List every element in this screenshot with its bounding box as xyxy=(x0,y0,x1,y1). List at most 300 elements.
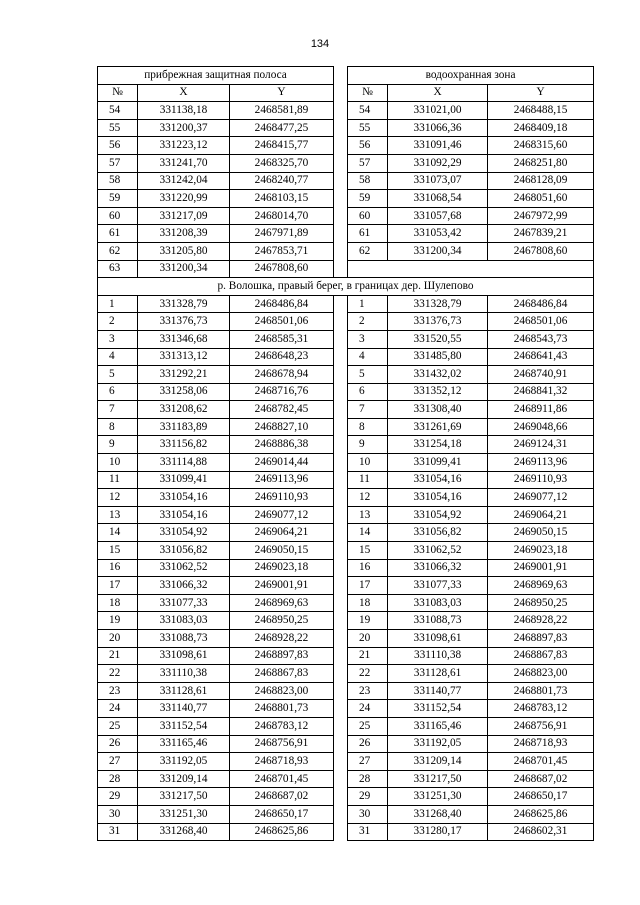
left-point-number: 20 xyxy=(98,630,138,648)
left-x-value: 331208,62 xyxy=(138,401,230,419)
table-row xyxy=(98,366,594,384)
right-x-value: 331328,79 xyxy=(388,295,488,313)
table-row xyxy=(98,524,594,542)
right-y-value: 2468251,80 xyxy=(488,154,594,172)
column-gap xyxy=(334,67,348,85)
section-title: р. Волошка, правый берег, в границах дер. Шулепово xyxy=(98,278,594,296)
left-x-value: 331328,79 xyxy=(138,295,230,313)
column-gap xyxy=(334,559,348,577)
right-y-value: 2468841,32 xyxy=(488,383,594,401)
right-y-value: 2468315,60 xyxy=(488,137,594,155)
right-x-value: 331068,54 xyxy=(388,190,488,208)
left-point-number: 4 xyxy=(98,348,138,366)
left-y-value: 2468782,45 xyxy=(230,401,334,419)
right-point-number: 56 xyxy=(348,137,388,155)
right-point-number: 54 xyxy=(348,102,388,120)
right-point-number: 5 xyxy=(348,366,388,384)
left-x-value: 331241,70 xyxy=(138,154,230,172)
column-gap xyxy=(334,154,348,172)
column-gap xyxy=(334,770,348,788)
left-x-value: 331062,52 xyxy=(138,559,230,577)
left-y-value: 2468477,25 xyxy=(230,119,334,137)
column-gap xyxy=(334,330,348,348)
right-point-number: 14 xyxy=(348,524,388,542)
left-x-value: 331258,06 xyxy=(138,383,230,401)
column-gap xyxy=(334,401,348,419)
left-y-value: 2467808,60 xyxy=(230,260,334,278)
right-x-value: 331077,33 xyxy=(388,577,488,595)
right-x-value: 331054,16 xyxy=(388,471,488,489)
left-point-number: 56 xyxy=(98,137,138,155)
column-gap xyxy=(334,418,348,436)
right-point-number: 4 xyxy=(348,348,388,366)
right-x-value: 331254,18 xyxy=(388,436,488,454)
right-point-number: 28 xyxy=(348,770,388,788)
left-y-value: 2468648,23 xyxy=(230,348,334,366)
right-x-header: X xyxy=(388,84,488,102)
right-x-value: 331066,32 xyxy=(388,559,488,577)
right-point-number: 15 xyxy=(348,542,388,560)
table-row xyxy=(98,190,594,208)
right-x-value: 331251,30 xyxy=(388,788,488,806)
column-gap xyxy=(334,647,348,665)
left-point-number: 57 xyxy=(98,154,138,172)
right-x-value: 331152,54 xyxy=(388,700,488,718)
left-point-number: 10 xyxy=(98,454,138,472)
column-gap xyxy=(334,172,348,190)
column-gap xyxy=(334,348,348,366)
left-x-value: 331217,09 xyxy=(138,207,230,225)
table-row xyxy=(98,630,594,648)
left-x-value: 331128,61 xyxy=(138,682,230,700)
table-row xyxy=(98,542,594,560)
coordinates-table xyxy=(97,66,594,841)
left-y-value: 2468928,22 xyxy=(230,630,334,648)
left-x-value: 331217,50 xyxy=(138,788,230,806)
column-gap xyxy=(334,823,348,841)
left-y-value: 2467971,89 xyxy=(230,225,334,243)
left-y-value: 2468756,91 xyxy=(230,735,334,753)
right-point-number: 59 xyxy=(348,190,388,208)
right-x-value: 331053,42 xyxy=(388,225,488,243)
left-point-number: 61 xyxy=(98,225,138,243)
right-y-value: 2467839,21 xyxy=(488,225,594,243)
right-y-value: 2468409,18 xyxy=(488,119,594,137)
left-x-value: 331054,92 xyxy=(138,524,230,542)
left-num-header: № xyxy=(98,84,138,102)
left-y-value: 2468415,77 xyxy=(230,137,334,155)
right-x-value: 331128,61 xyxy=(388,665,488,683)
right-y-value: 2468641,43 xyxy=(488,348,594,366)
right-point-number: 57 xyxy=(348,154,388,172)
table-row xyxy=(98,119,594,137)
right-x-value: 331092,29 xyxy=(388,154,488,172)
right-y-value: 2467972,99 xyxy=(488,207,594,225)
left-y-value: 2468501,06 xyxy=(230,313,334,331)
table-row xyxy=(98,700,594,718)
left-y-value: 2468950,25 xyxy=(230,612,334,630)
column-gap xyxy=(334,753,348,771)
left-y-value: 2468240,77 xyxy=(230,172,334,190)
column-gap xyxy=(334,506,348,524)
left-point-number: 6 xyxy=(98,383,138,401)
left-y-value: 2469014,44 xyxy=(230,454,334,472)
right-x-value: 331088,73 xyxy=(388,612,488,630)
right-x-value: 331209,14 xyxy=(388,753,488,771)
left-point-number: 17 xyxy=(98,577,138,595)
left-y-value: 2468823,00 xyxy=(230,682,334,700)
column-gap xyxy=(334,242,348,260)
title-row xyxy=(98,67,594,85)
left-x-value: 331077,33 xyxy=(138,594,230,612)
right-x-value: 331192,05 xyxy=(388,735,488,753)
table-row xyxy=(98,788,594,806)
right-point-number: 20 xyxy=(348,630,388,648)
right-point-number: 61 xyxy=(348,225,388,243)
right-x-value: 331165,46 xyxy=(388,717,488,735)
right-x-value: 331021,00 xyxy=(388,102,488,120)
column-gap xyxy=(334,489,348,507)
left-y-value: 2468325,70 xyxy=(230,154,334,172)
right-point-number: 60 xyxy=(348,207,388,225)
left-y-value: 2468716,76 xyxy=(230,383,334,401)
right-point-number: 17 xyxy=(348,577,388,595)
column-gap xyxy=(334,717,348,735)
table-row xyxy=(98,102,594,120)
left-x-value: 331083,03 xyxy=(138,612,230,630)
left-point-number: 31 xyxy=(98,823,138,841)
left-point-number: 2 xyxy=(98,313,138,331)
left-x-value: 331066,32 xyxy=(138,577,230,595)
left-x-value: 331220,99 xyxy=(138,190,230,208)
section-title-row xyxy=(98,278,594,296)
left-y-value: 2468625,86 xyxy=(230,823,334,841)
right-point-number: 9 xyxy=(348,436,388,454)
column-gap xyxy=(334,313,348,331)
right-x-value: 331261,69 xyxy=(388,418,488,436)
right-y-value: 2468928,22 xyxy=(488,612,594,630)
column-gap xyxy=(334,84,348,102)
left-y-value: 2468103,15 xyxy=(230,190,334,208)
table-row xyxy=(98,647,594,665)
right-x-value: 331062,52 xyxy=(388,542,488,560)
column-gap xyxy=(334,260,348,278)
left-y-value: 2468650,17 xyxy=(230,805,334,823)
left-point-number: 11 xyxy=(98,471,138,489)
right-x-value: 331099,41 xyxy=(388,454,488,472)
column-gap xyxy=(334,577,348,595)
right-x-value: 331066,36 xyxy=(388,119,488,137)
right-point-number: 11 xyxy=(348,471,388,489)
left-x-value: 331346,68 xyxy=(138,330,230,348)
left-y-value: 2469001,91 xyxy=(230,577,334,595)
table-row xyxy=(98,823,594,841)
left-x-value: 331165,46 xyxy=(138,735,230,753)
right-y-value: 2468801,73 xyxy=(488,682,594,700)
table-row xyxy=(98,260,594,278)
column-gap xyxy=(334,137,348,155)
left-y-value: 2468783,12 xyxy=(230,717,334,735)
right-x-value: 331432,02 xyxy=(388,366,488,384)
column-gap xyxy=(334,788,348,806)
right-y-value: 2468543,73 xyxy=(488,330,594,348)
left-point-number: 63 xyxy=(98,260,138,278)
right-point-number: 6 xyxy=(348,383,388,401)
column-gap xyxy=(334,542,348,560)
left-x-value: 331242,04 xyxy=(138,172,230,190)
right-y-value: 2468051,60 xyxy=(488,190,594,208)
right-point-number: 8 xyxy=(348,418,388,436)
right-point-number: 58 xyxy=(348,172,388,190)
right-x-value: 331376,73 xyxy=(388,313,488,331)
left-y-value: 2469023,18 xyxy=(230,559,334,577)
right-y-value: 2467808,60 xyxy=(488,242,594,260)
table-row xyxy=(98,418,594,436)
right-y-value: 2468128,09 xyxy=(488,172,594,190)
right-y-value: 2468701,45 xyxy=(488,753,594,771)
table-row xyxy=(98,330,594,348)
right-y-value: 2468602,31 xyxy=(488,823,594,841)
table-row xyxy=(98,735,594,753)
left-x-value: 331099,41 xyxy=(138,471,230,489)
right-y-value: 2468486,84 xyxy=(488,295,594,313)
right-y-value: 2468783,12 xyxy=(488,700,594,718)
right-point-number: 22 xyxy=(348,665,388,683)
left-x-value: 331110,38 xyxy=(138,665,230,683)
left-y-value: 2468969,63 xyxy=(230,594,334,612)
left-point-number: 59 xyxy=(98,190,138,208)
right-y-value: 2469113,96 xyxy=(488,454,594,472)
column-gap xyxy=(334,295,348,313)
right-y-value: 2468625,86 xyxy=(488,805,594,823)
left-point-number: 12 xyxy=(98,489,138,507)
right-point-number: 21 xyxy=(348,647,388,665)
right-y-value: 2468687,02 xyxy=(488,770,594,788)
left-y-value: 2468585,31 xyxy=(230,330,334,348)
right-point-number: 13 xyxy=(348,506,388,524)
right-point-number: 19 xyxy=(348,612,388,630)
left-point-number: 9 xyxy=(98,436,138,454)
right-y-value: 2468756,91 xyxy=(488,717,594,735)
left-y-value: 2468886,38 xyxy=(230,436,334,454)
left-point-number: 26 xyxy=(98,735,138,753)
right-y-value: 2469064,21 xyxy=(488,506,594,524)
right-x-value: 331054,16 xyxy=(388,489,488,507)
left-point-number: 5 xyxy=(98,366,138,384)
table-row xyxy=(98,805,594,823)
left-y-value: 2469077,12 xyxy=(230,506,334,524)
right-y-value: 2468897,83 xyxy=(488,630,594,648)
left-x-value: 331208,39 xyxy=(138,225,230,243)
right-point-number: 7 xyxy=(348,401,388,419)
right-x-value: 331352,12 xyxy=(388,383,488,401)
right-x-value: 331057,68 xyxy=(388,207,488,225)
left-point-number: 19 xyxy=(98,612,138,630)
column-gap xyxy=(334,119,348,137)
column-gap xyxy=(334,612,348,630)
column-gap xyxy=(334,190,348,208)
right-y-value: 2468718,93 xyxy=(488,735,594,753)
left-point-number: 27 xyxy=(98,753,138,771)
left-x-value: 331200,34 xyxy=(138,260,230,278)
left-x-value: 331268,40 xyxy=(138,823,230,841)
table-row xyxy=(98,401,594,419)
left-x-value: 331313,12 xyxy=(138,348,230,366)
column-gap xyxy=(334,207,348,225)
right-y-value: 2468650,17 xyxy=(488,788,594,806)
header-row xyxy=(98,84,594,102)
left-x-value: 331098,61 xyxy=(138,647,230,665)
left-y-value: 2468014,70 xyxy=(230,207,334,225)
left-x-value: 331140,77 xyxy=(138,700,230,718)
left-point-number: 30 xyxy=(98,805,138,823)
right-point-number: 16 xyxy=(348,559,388,577)
left-y-value: 2468718,93 xyxy=(230,753,334,771)
left-y-value: 2467853,71 xyxy=(230,242,334,260)
right-point-number: 10 xyxy=(348,454,388,472)
right-y-value: 2469124,31 xyxy=(488,436,594,454)
table-row xyxy=(98,489,594,507)
right-y-value: 2468950,25 xyxy=(488,594,594,612)
left-point-number: 58 xyxy=(98,172,138,190)
left-x-value: 331114,88 xyxy=(138,454,230,472)
left-y-value: 2468827,10 xyxy=(230,418,334,436)
left-point-number: 24 xyxy=(98,700,138,718)
table-row xyxy=(98,242,594,260)
left-point-number: 7 xyxy=(98,401,138,419)
table-row xyxy=(98,436,594,454)
left-point-number: 16 xyxy=(98,559,138,577)
right-point-number: 27 xyxy=(348,753,388,771)
left-x-value: 331223,12 xyxy=(138,137,230,155)
column-gap xyxy=(334,471,348,489)
right-x-value: 331520,55 xyxy=(388,330,488,348)
table-row xyxy=(98,137,594,155)
right-point-number: 26 xyxy=(348,735,388,753)
right-x-value: 331073,07 xyxy=(388,172,488,190)
left-point-number: 55 xyxy=(98,119,138,137)
column-gap xyxy=(334,102,348,120)
left-point-number: 21 xyxy=(98,647,138,665)
right-point-number: 55 xyxy=(348,119,388,137)
left-point-number: 60 xyxy=(98,207,138,225)
right-empty-cell xyxy=(348,260,594,278)
right-y-value: 2469077,12 xyxy=(488,489,594,507)
left-y-value: 2469050,15 xyxy=(230,542,334,560)
table-row xyxy=(98,471,594,489)
right-y-value: 2469001,91 xyxy=(488,559,594,577)
right-y-value: 2469050,15 xyxy=(488,524,594,542)
table-row xyxy=(98,383,594,401)
column-gap xyxy=(334,700,348,718)
right-y-value: 2469048,66 xyxy=(488,418,594,436)
right-x-value: 331200,34 xyxy=(388,242,488,260)
left-x-value: 331376,73 xyxy=(138,313,230,331)
left-y-value: 2468678,94 xyxy=(230,366,334,384)
column-gap xyxy=(334,594,348,612)
column-gap xyxy=(334,805,348,823)
right-y-value: 2468867,83 xyxy=(488,647,594,665)
left-point-number: 62 xyxy=(98,242,138,260)
left-point-number: 25 xyxy=(98,717,138,735)
left-point-number: 14 xyxy=(98,524,138,542)
left-x-value: 331292,21 xyxy=(138,366,230,384)
table-row xyxy=(98,717,594,735)
table-row xyxy=(98,682,594,700)
right-num-header: № xyxy=(348,84,388,102)
column-gap xyxy=(334,735,348,753)
left-x-value: 331156,82 xyxy=(138,436,230,454)
right-y-value: 2468911,86 xyxy=(488,401,594,419)
table-row xyxy=(98,313,594,331)
right-point-number: 23 xyxy=(348,682,388,700)
table-row xyxy=(98,506,594,524)
table-row xyxy=(98,154,594,172)
left-x-value: 331138,18 xyxy=(138,102,230,120)
right-point-number: 30 xyxy=(348,805,388,823)
right-y-value: 2468969,63 xyxy=(488,577,594,595)
left-x-value: 331183,89 xyxy=(138,418,230,436)
right-x-value: 331217,50 xyxy=(388,770,488,788)
column-gap xyxy=(334,682,348,700)
left-point-number: 22 xyxy=(98,665,138,683)
right-x-value: 331098,61 xyxy=(388,630,488,648)
left-x-value: 331054,16 xyxy=(138,506,230,524)
left-point-number: 28 xyxy=(98,770,138,788)
left-x-value: 331152,54 xyxy=(138,717,230,735)
table-row xyxy=(98,612,594,630)
right-point-number: 25 xyxy=(348,717,388,735)
right-x-value: 331268,40 xyxy=(388,805,488,823)
left-x-value: 331205,80 xyxy=(138,242,230,260)
right-x-value: 331083,03 xyxy=(388,594,488,612)
left-point-number: 13 xyxy=(98,506,138,524)
table-row xyxy=(98,753,594,771)
left-point-number: 23 xyxy=(98,682,138,700)
right-point-number: 24 xyxy=(348,700,388,718)
right-point-number: 2 xyxy=(348,313,388,331)
right-x-value: 331280,17 xyxy=(388,823,488,841)
page-number: 134 xyxy=(310,38,330,50)
table-row xyxy=(98,207,594,225)
left-point-number: 8 xyxy=(98,418,138,436)
right-point-number: 31 xyxy=(348,823,388,841)
right-point-number: 62 xyxy=(348,242,388,260)
column-gap xyxy=(334,366,348,384)
left-point-number: 54 xyxy=(98,102,138,120)
column-gap xyxy=(334,630,348,648)
right-x-value: 331091,46 xyxy=(388,137,488,155)
table-row xyxy=(98,665,594,683)
column-gap xyxy=(334,436,348,454)
left-y-value: 2468701,45 xyxy=(230,770,334,788)
right-y-value: 2468740,91 xyxy=(488,366,594,384)
left-x-value: 331056,82 xyxy=(138,542,230,560)
column-gap xyxy=(334,524,348,542)
table-row xyxy=(98,454,594,472)
right-y-value: 2468501,06 xyxy=(488,313,594,331)
table-row xyxy=(98,172,594,190)
column-gap xyxy=(334,665,348,683)
right-y-value: 2469023,18 xyxy=(488,542,594,560)
right-y-value: 2468488,15 xyxy=(488,102,594,120)
left-y-value: 2469113,96 xyxy=(230,471,334,489)
left-y-header: Y xyxy=(230,84,334,102)
right-x-value: 331054,92 xyxy=(388,506,488,524)
left-x-header: X xyxy=(138,84,230,102)
left-x-value: 331054,16 xyxy=(138,489,230,507)
left-x-value: 331200,37 xyxy=(138,119,230,137)
